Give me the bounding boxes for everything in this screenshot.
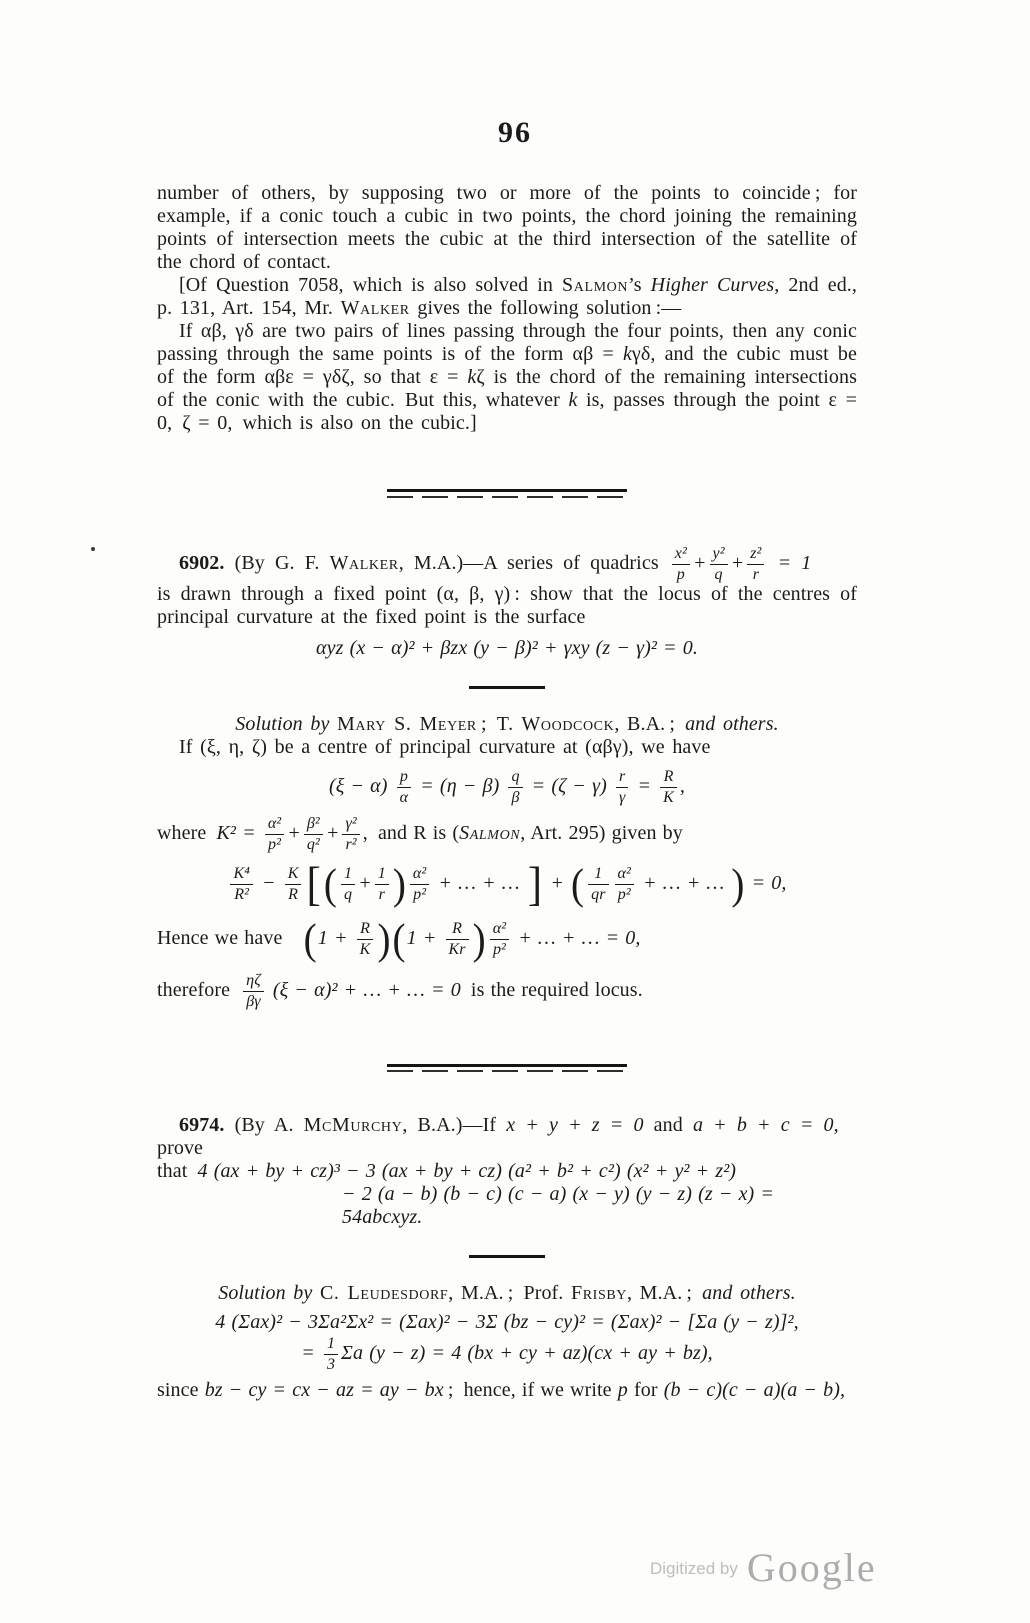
minus-sign: − <box>255 871 282 894</box>
math-expression: = 0, <box>745 871 787 894</box>
fraction <box>710 546 728 583</box>
fraction <box>357 921 374 958</box>
fraction <box>243 973 264 1010</box>
page-content <box>157 182 857 1402</box>
text-run: , M.A. ; <box>626 1282 703 1304</box>
fraction-denominator: p² <box>413 885 427 903</box>
fraction-denominator: p² <box>492 940 506 958</box>
author-name: Salmon <box>459 821 521 844</box>
right-paren: ) <box>731 859 745 909</box>
right-paren: ) <box>392 859 406 909</box>
fraction-numerator: R <box>446 921 469 940</box>
math-expression: (b − c)(c − a)(a − b), <box>663 1379 846 1401</box>
google-logo: Google <box>746 1545 877 1590</box>
text-run: is drawn through a fixed point (α, β, γ) : show that the locus of the centres of principal curvature at the fixed point is the surface <box>157 582 857 628</box>
variable-k: k <box>467 366 477 388</box>
text-run: is the required locus. <box>460 978 643 1001</box>
text-run: ; hence, if we write <box>443 1379 618 1401</box>
left-paren: ( <box>323 859 337 909</box>
divider-line <box>387 1064 627 1067</box>
left-paren: ( <box>392 914 406 964</box>
fraction-numerator: α² <box>265 816 284 835</box>
and-others-label: and others. <box>685 712 779 735</box>
text-run: , B.A. ; <box>614 712 686 735</box>
text-run: ’s <box>628 274 651 296</box>
text-run: If αβ, γδ are two pairs of lines passing through the four points, then any conic passing through the same points is of the form αβ = <box>157 320 857 365</box>
math-expression: 4 (Σax)² − 3Σa²Σx² = (Σax)² − 3Σ (bz − cy)² = (Σax)² − [Σa (y − z)]², <box>215 1311 799 1333</box>
text-run: since <box>157 1379 205 1401</box>
text-run: therefore <box>157 978 241 1001</box>
fraction-numerator: q <box>508 769 522 788</box>
short-divider <box>469 686 545 689</box>
text-run: ; <box>476 712 497 735</box>
text-run: , and R is ( <box>362 821 460 844</box>
plus-sign: + <box>325 821 340 844</box>
fraction-denominator: β <box>511 788 520 806</box>
fraction <box>508 769 522 806</box>
question-number: 6974. <box>179 1114 225 1136</box>
math-expression: (ξ − α) <box>328 774 394 797</box>
fraction <box>672 546 690 583</box>
math-expression: + … + … <box>432 871 526 894</box>
text-run: , 2nd ed., p. 131, Art. 154, Mr. <box>157 274 857 319</box>
text-run: = 1 <box>767 551 812 574</box>
solution-6902-equation-1 <box>157 769 857 806</box>
fraction-numerator: γ² <box>342 816 359 835</box>
fraction <box>615 866 634 903</box>
fraction <box>285 866 302 903</box>
variable-k: k <box>622 343 632 365</box>
math-expression: 4 (ax + by + cz)³ − 3 (ax + by + cz) (a² + b² + c²) (x² + y² + z²) <box>197 1160 737 1182</box>
fraction-numerator: α² <box>490 921 509 940</box>
fraction-denominator: r <box>378 885 385 903</box>
plus-sign: + <box>358 871 372 894</box>
and-others-label: and others. <box>702 1282 796 1304</box>
author-name: Salmon <box>562 274 629 296</box>
question-6902-heading <box>157 546 857 583</box>
text-run: ζ is the chord of the remaining intersections of the conic with the cubic. But this, whatever <box>157 366 858 411</box>
math-expression: x + y + z = 0 <box>506 1114 644 1136</box>
short-divider <box>469 1255 545 1258</box>
fraction-numerator: r <box>616 769 628 788</box>
right-paren: ) <box>472 914 486 964</box>
solver-name: C. Leudesdorf <box>319 1282 449 1304</box>
author-name: Walker <box>340 297 410 319</box>
math-expression: 1 + <box>406 926 443 949</box>
fraction-denominator: q <box>714 565 723 583</box>
left-bracket: [ <box>306 858 321 910</box>
math-expression: (ξ − α)² + … + … = 0 <box>266 978 461 1001</box>
fraction-denominator: γ <box>618 788 626 806</box>
left-paren: ( <box>571 859 585 909</box>
text-run: , M.A.)—A series of quadrics <box>398 551 669 574</box>
fraction <box>490 921 509 958</box>
fraction <box>616 769 628 806</box>
author-name: McMurchy <box>303 1114 403 1136</box>
question-6902-text <box>157 583 857 629</box>
text-run: gives the following solution :— <box>409 297 682 319</box>
fraction-denominator: r <box>752 565 760 583</box>
text-run: If (ξ, η, ζ) be a centre of principal curvature at (αβγ), we have <box>179 735 711 758</box>
text-run: where <box>157 821 217 844</box>
text-run: , prove <box>157 1114 839 1159</box>
fraction-denominator: 3 <box>326 1356 336 1373</box>
text-run: (By A. <box>224 1114 304 1136</box>
solution-6902-where-line <box>157 816 857 853</box>
math-expression: = (η − β) <box>414 774 506 797</box>
fraction-denominator: p <box>676 565 685 583</box>
fraction-denominator: R² <box>234 885 250 903</box>
right-bracket: ] <box>527 858 543 910</box>
question-6974-equation-line-2 <box>342 1183 857 1229</box>
variable-k: k <box>568 389 578 411</box>
fraction <box>341 866 355 903</box>
question-6974-heading <box>157 1114 857 1160</box>
fraction-numerator: K⁴ <box>230 866 252 885</box>
solution-6974-since-line <box>157 1379 857 1402</box>
walker-solution-paragraph <box>157 320 857 435</box>
divider-line <box>387 496 627 498</box>
solution-6974-equation-1 <box>157 1311 857 1334</box>
solution-6902-intro-line <box>157 736 857 759</box>
divider-line <box>387 1070 627 1072</box>
fraction-denominator: R <box>288 885 299 903</box>
solution-6902-hence-line <box>157 914 857 964</box>
text-run: [Of Question 7058, which is also solved in <box>179 274 563 296</box>
math-expression: p <box>617 1379 628 1401</box>
fraction-numerator: R <box>357 921 374 940</box>
solver-name: Mary S. Meyer <box>337 712 477 735</box>
fraction-denominator: qr <box>591 885 606 903</box>
divider-line <box>387 489 627 492</box>
text-run: , Art. 295) given by <box>520 821 683 844</box>
fraction-numerator: 1 <box>588 866 608 885</box>
fraction-denominator: βγ <box>246 992 261 1010</box>
question-7058-note <box>157 274 857 320</box>
fraction-denominator: r² <box>345 835 357 853</box>
digitized-watermark <box>650 1544 877 1591</box>
math-expression: + … + … = 0, <box>512 926 641 949</box>
solution-6902-equation-2 <box>157 858 857 910</box>
fraction-numerator: 1 <box>324 1336 338 1355</box>
fraction-numerator: z² <box>747 546 764 565</box>
section-divider <box>387 1064 627 1073</box>
question-6974-equation-line-1 <box>157 1160 857 1183</box>
solver-name: Frisby <box>571 1282 627 1304</box>
text-run: (By G. F. <box>224 551 330 574</box>
math-expression: K² = <box>216 821 262 844</box>
math-expression: = (ζ − γ) <box>525 774 613 797</box>
plus-sign: + <box>692 551 707 574</box>
math-expression <box>669 544 812 583</box>
fraction-numerator: α² <box>410 866 429 885</box>
question-number: 6902. <box>179 551 225 574</box>
fraction-numerator: 1 <box>375 866 389 885</box>
author-name: Walker <box>329 551 399 574</box>
fraction <box>410 866 429 903</box>
fraction-numerator: K <box>285 866 302 885</box>
text-run: , B.A.)—If <box>402 1114 507 1136</box>
fraction <box>375 866 389 903</box>
fraction <box>446 921 469 958</box>
fraction-denominator: K <box>359 940 371 958</box>
right-paren: ) <box>377 914 391 964</box>
fraction <box>342 816 359 853</box>
text-run: number of others, by supposing two or more of the points to coincide ; for example, if a conic touch a cubic in two points, the chord joining the remaining points of intersection meets the cubic at the third intersection of the satellite of the chord of contact. <box>157 182 857 273</box>
text-run: that <box>157 1160 198 1182</box>
fraction-denominator: α <box>399 788 409 806</box>
solution-6902-therefore-line <box>157 973 857 1010</box>
intro-paragraph <box>157 182 857 274</box>
math-expression: 1 + <box>317 926 354 949</box>
fraction-numerator: 1 <box>341 866 355 885</box>
fraction-denominator: p² <box>617 885 631 903</box>
fraction <box>660 769 677 806</box>
math-expression: = <box>301 1342 321 1365</box>
section-divider <box>387 489 627 498</box>
solution-byline-6974 <box>157 1282 857 1305</box>
math-expression: − 2 (a − b) (b − c) (c − a) (x − y) (y − z) (z − x) = 54abcxyz. <box>342 1183 775 1228</box>
fraction <box>588 866 608 903</box>
fraction-numerator: ηζ <box>243 973 264 992</box>
fraction-denominator: Kr <box>448 940 466 958</box>
watermark-text: Digitized by <box>650 1559 738 1578</box>
left-paren: ( <box>303 914 317 964</box>
fraction-numerator: β² <box>304 816 323 835</box>
fraction-denominator: K <box>663 788 674 806</box>
math-expression: = <box>631 774 658 797</box>
text-run: for <box>627 1379 664 1401</box>
fraction-denominator: p² <box>268 835 282 853</box>
math-expression: a + b + c = 0 <box>692 1114 834 1136</box>
fraction <box>304 816 323 853</box>
plus-sign: + <box>544 871 571 894</box>
fraction-numerator: R <box>660 769 677 788</box>
question-6902-display-equation <box>157 637 857 660</box>
fraction <box>324 1336 338 1373</box>
fraction-numerator: α² <box>615 866 634 885</box>
fraction-denominator: q <box>344 885 353 903</box>
math-expression: αyz (x − α)² + βzx (y − β)² + γxy (z − γ)² = 0. <box>316 636 698 659</box>
ink-speck <box>91 547 95 551</box>
plus-sign: + <box>730 551 745 574</box>
solution-byline-6902 <box>157 713 857 736</box>
fraction <box>265 816 284 853</box>
math-expression <box>216 814 362 853</box>
plus-sign: + <box>287 821 301 844</box>
fraction-numerator: x² <box>672 546 690 565</box>
text-run: , M.A. ; Prof. <box>448 1282 572 1304</box>
fraction <box>230 866 252 903</box>
math-expression: Σa (y − z) = 4 (bx + cy + az)(cx + ay + bz), <box>341 1342 713 1365</box>
fraction <box>397 769 412 806</box>
solution-label: Solution by <box>235 712 338 735</box>
fraction-numerator: y² <box>710 546 728 565</box>
math-expression: , <box>679 774 686 797</box>
text-run: is, passes through the point ε = 0, ζ = 0, which is also on the cubic.] <box>157 389 857 434</box>
book-title: Higher Curves <box>650 274 775 296</box>
math-expression: + … + … <box>636 871 731 894</box>
text-run: Hence we have <box>157 926 303 949</box>
text-run: γδ, and the cubic must be of the form αβε = γδζ, so that ε = <box>157 343 858 388</box>
solution-6974-equation-2 <box>157 1336 857 1373</box>
fraction <box>747 546 764 583</box>
text-run: and <box>643 1114 693 1136</box>
math-expression: bz − cy = cx − az = ay − bx <box>204 1379 444 1401</box>
fraction-numerator: p <box>397 769 412 788</box>
page-number: 96 <box>498 116 532 149</box>
fraction-denominator: q² <box>306 835 320 853</box>
solver-name: T. Woodcock <box>496 712 615 735</box>
solution-label: Solution by <box>218 1282 320 1304</box>
